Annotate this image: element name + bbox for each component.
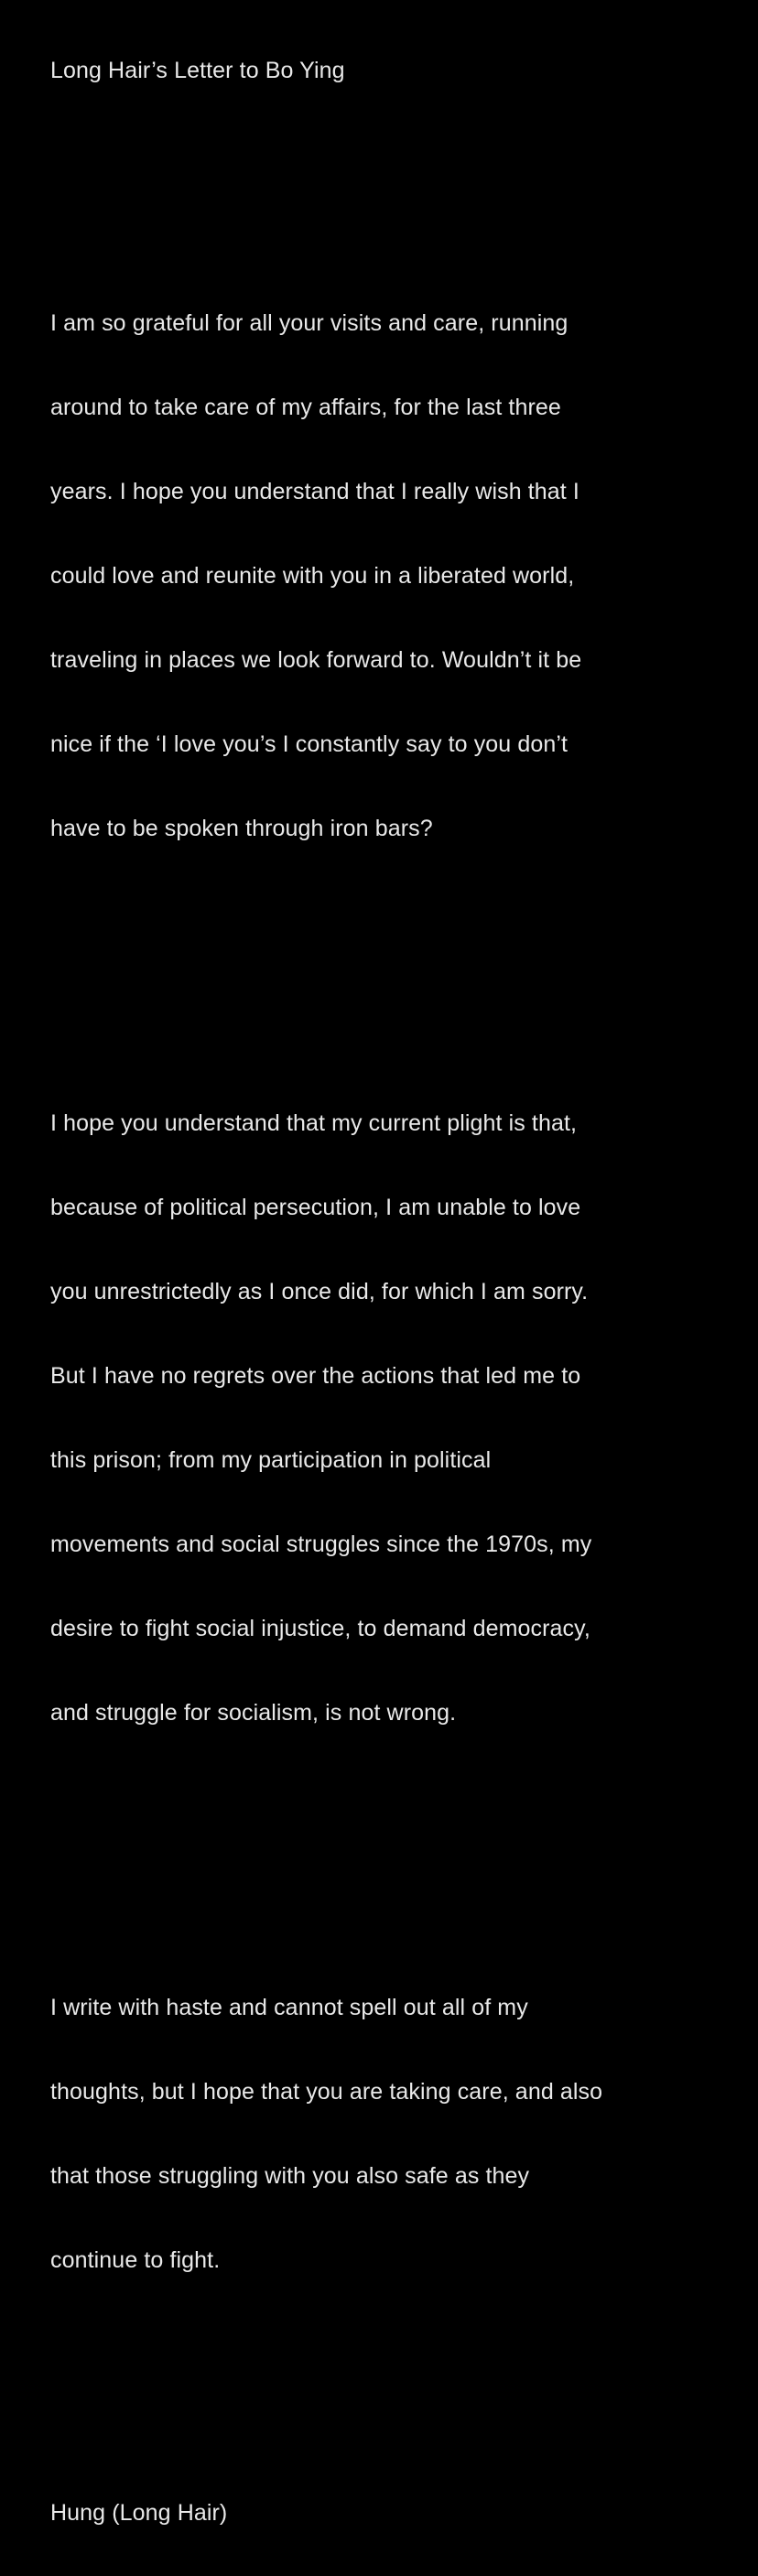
paragraph-1 bbox=[50, 260, 746, 892]
paragraph-line: you unrestrictedly as I once did, for which I am sorry. bbox=[50, 1279, 589, 1304]
paragraph-line: I hope you understand that my current plight is that, bbox=[50, 1110, 578, 1136]
paragraph-line: that those struggling with you also safe as they bbox=[50, 2163, 530, 2189]
spacer bbox=[50, 934, 746, 976]
paragraph-3 bbox=[50, 1944, 746, 2323]
paragraph-line: could love and reunite with you in a liberated world, bbox=[50, 563, 575, 589]
letter-title: Long Hair’s Letter to Bo Ying bbox=[50, 58, 345, 83]
spacer bbox=[50, 134, 746, 176]
paragraph-2 bbox=[50, 1060, 746, 1776]
paragraph-line: I am so grateful for all your visits and care, running bbox=[50, 310, 568, 336]
paragraph-line: traveling in places we look forward to. Wouldn’t it be bbox=[50, 647, 582, 673]
paragraph-line: this prison; from my participation in political bbox=[50, 1447, 492, 1473]
paragraph-line: movements and social struggles since the 1970s, my bbox=[50, 1532, 592, 1557]
spacer bbox=[50, 1818, 746, 1860]
paragraph-line: desire to fight social injustice, to demand democracy, bbox=[50, 1616, 590, 1641]
paragraph-line: have to be spoken through iron bars? bbox=[50, 816, 433, 841]
paragraph-line: But I have no regrets over the actions that led me to bbox=[50, 1363, 581, 1389]
paragraph-line: continue to fight. bbox=[50, 2247, 221, 2273]
paragraph-line: thoughts, but I hope that you are taking care, and also bbox=[50, 2079, 603, 2105]
signature: Hung (Long Hair) bbox=[50, 2500, 228, 2526]
paragraph-line: around to take care of my affairs, for the last three bbox=[50, 395, 561, 420]
paragraph-line: because of political persecution, I am unable to love bbox=[50, 1195, 581, 1220]
spacer bbox=[50, 2365, 746, 2408]
paragraph-line: nice if the ‘I love you’s I constantly say to you don’t bbox=[50, 731, 568, 757]
paragraph-line: I write with haste and cannot spell out all of my bbox=[50, 1995, 528, 2020]
paragraph-line: years. I hope you understand that I really wish that I bbox=[50, 479, 579, 504]
paragraph-line: and struggle for socialism, is not wrong. bbox=[50, 1700, 457, 1726]
letter-note bbox=[50, 7, 746, 2576]
